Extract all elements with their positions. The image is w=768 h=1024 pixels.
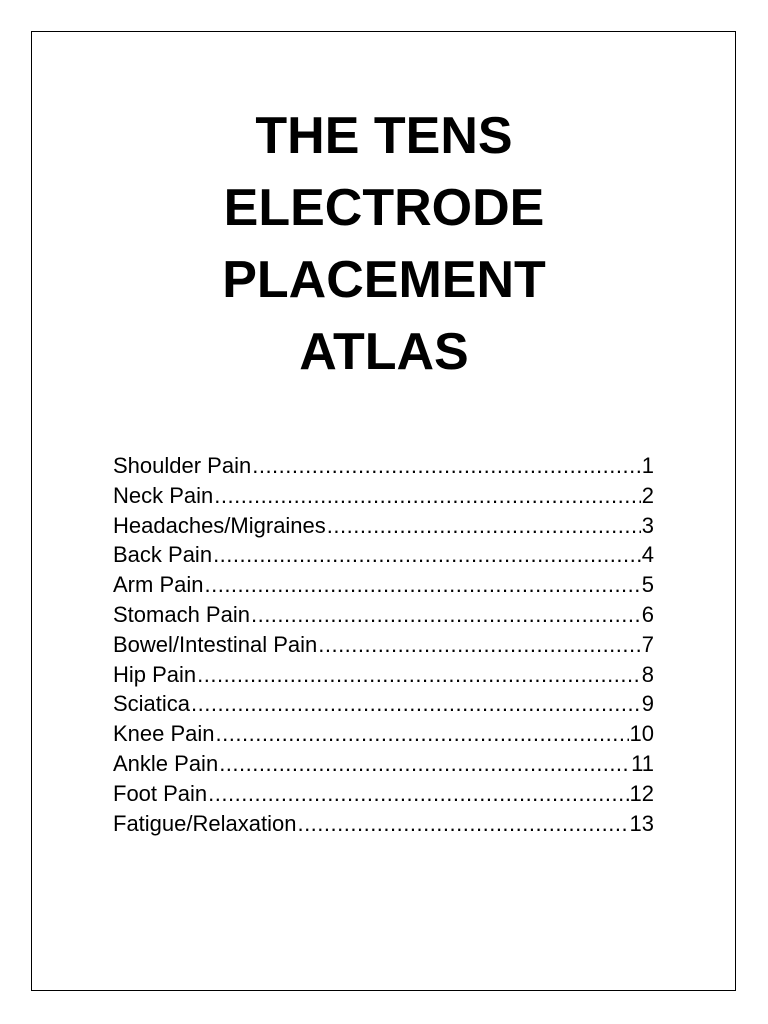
- toc-entry-page: 7: [641, 631, 654, 657]
- toc-entry-page: 13: [629, 810, 654, 836]
- toc-dot-leader: [191, 689, 641, 719]
- toc-entry[interactable]: [113, 451, 654, 481]
- document-title: [0, 100, 768, 388]
- toc-entry-label: Fatigue/Relaxation: [113, 810, 297, 836]
- toc-entry-label: Bowel/Intestinal Pain: [113, 631, 318, 657]
- toc-entry-page: 1: [641, 453, 654, 478]
- toc-entry-label: Back Pain: [113, 542, 213, 568]
- toc-entry[interactable]: [113, 600, 654, 630]
- toc-dot-leader: [327, 511, 641, 541]
- toc-dot-leader: [297, 809, 628, 839]
- toc-entry-label: Hip Pain: [113, 661, 197, 687]
- toc-dot-leader: [197, 660, 641, 690]
- toc-entry-page: 9: [641, 691, 654, 717]
- toc-entry-label: Arm Pain: [113, 572, 204, 598]
- toc-entry-page: 4: [641, 542, 654, 568]
- toc-entry[interactable]: [113, 749, 654, 779]
- toc-dot-leader: [214, 481, 640, 511]
- toc-dot-leader: [252, 451, 641, 481]
- toc-dot-leader: [204, 570, 640, 600]
- toc-entry[interactable]: [113, 660, 654, 690]
- toc-entry[interactable]: [113, 689, 654, 719]
- toc-entry-page: 5: [641, 572, 654, 598]
- toc-entry[interactable]: [113, 511, 654, 541]
- toc-entry-page: 6: [641, 601, 654, 627]
- toc-entry[interactable]: [113, 779, 654, 809]
- toc-entry-label: Knee Pain: [113, 721, 215, 747]
- toc-entry[interactable]: [113, 630, 654, 660]
- toc-entry-page: 2: [641, 482, 654, 508]
- title-line: PLACEMENT: [222, 251, 546, 309]
- toc-entry-page: 11: [631, 750, 654, 776]
- toc-entry-page: 12: [629, 780, 654, 806]
- toc-entry[interactable]: [113, 570, 654, 600]
- toc-entry-label: Ankle Pain: [113, 750, 219, 776]
- table-of-contents: [113, 451, 654, 838]
- toc-entry[interactable]: [113, 481, 654, 511]
- toc-entry[interactable]: [113, 540, 654, 570]
- title-line: ELECTRODE: [223, 179, 545, 237]
- toc-dot-leader: [219, 749, 630, 779]
- toc-entry-label: Headaches/Migraines: [113, 512, 326, 538]
- toc-entry-label: Neck Pain: [113, 482, 214, 508]
- toc-dot-leader: [251, 600, 641, 630]
- toc-dot-leader: [318, 630, 641, 660]
- toc-entry-label: Stomach Pain: [113, 601, 250, 627]
- toc-entry-page: 3: [641, 512, 654, 538]
- toc-entry[interactable]: [113, 809, 654, 839]
- toc-entry-label: Foot Pain: [113, 780, 208, 806]
- title-line: THE TENS: [255, 107, 513, 165]
- toc-entry-page: 8: [641, 661, 654, 687]
- toc-dot-leader: [216, 719, 629, 749]
- toc-entry-label: Sciatica: [113, 691, 191, 717]
- toc-entry-page: 10: [629, 721, 654, 747]
- title-line: ATLAS: [299, 323, 469, 381]
- toc-dot-leader: [208, 779, 628, 809]
- toc-entry[interactable]: [113, 719, 654, 749]
- toc-entry-label: Shoulder Pain: [113, 453, 252, 478]
- toc-dot-leader: [213, 540, 641, 570]
